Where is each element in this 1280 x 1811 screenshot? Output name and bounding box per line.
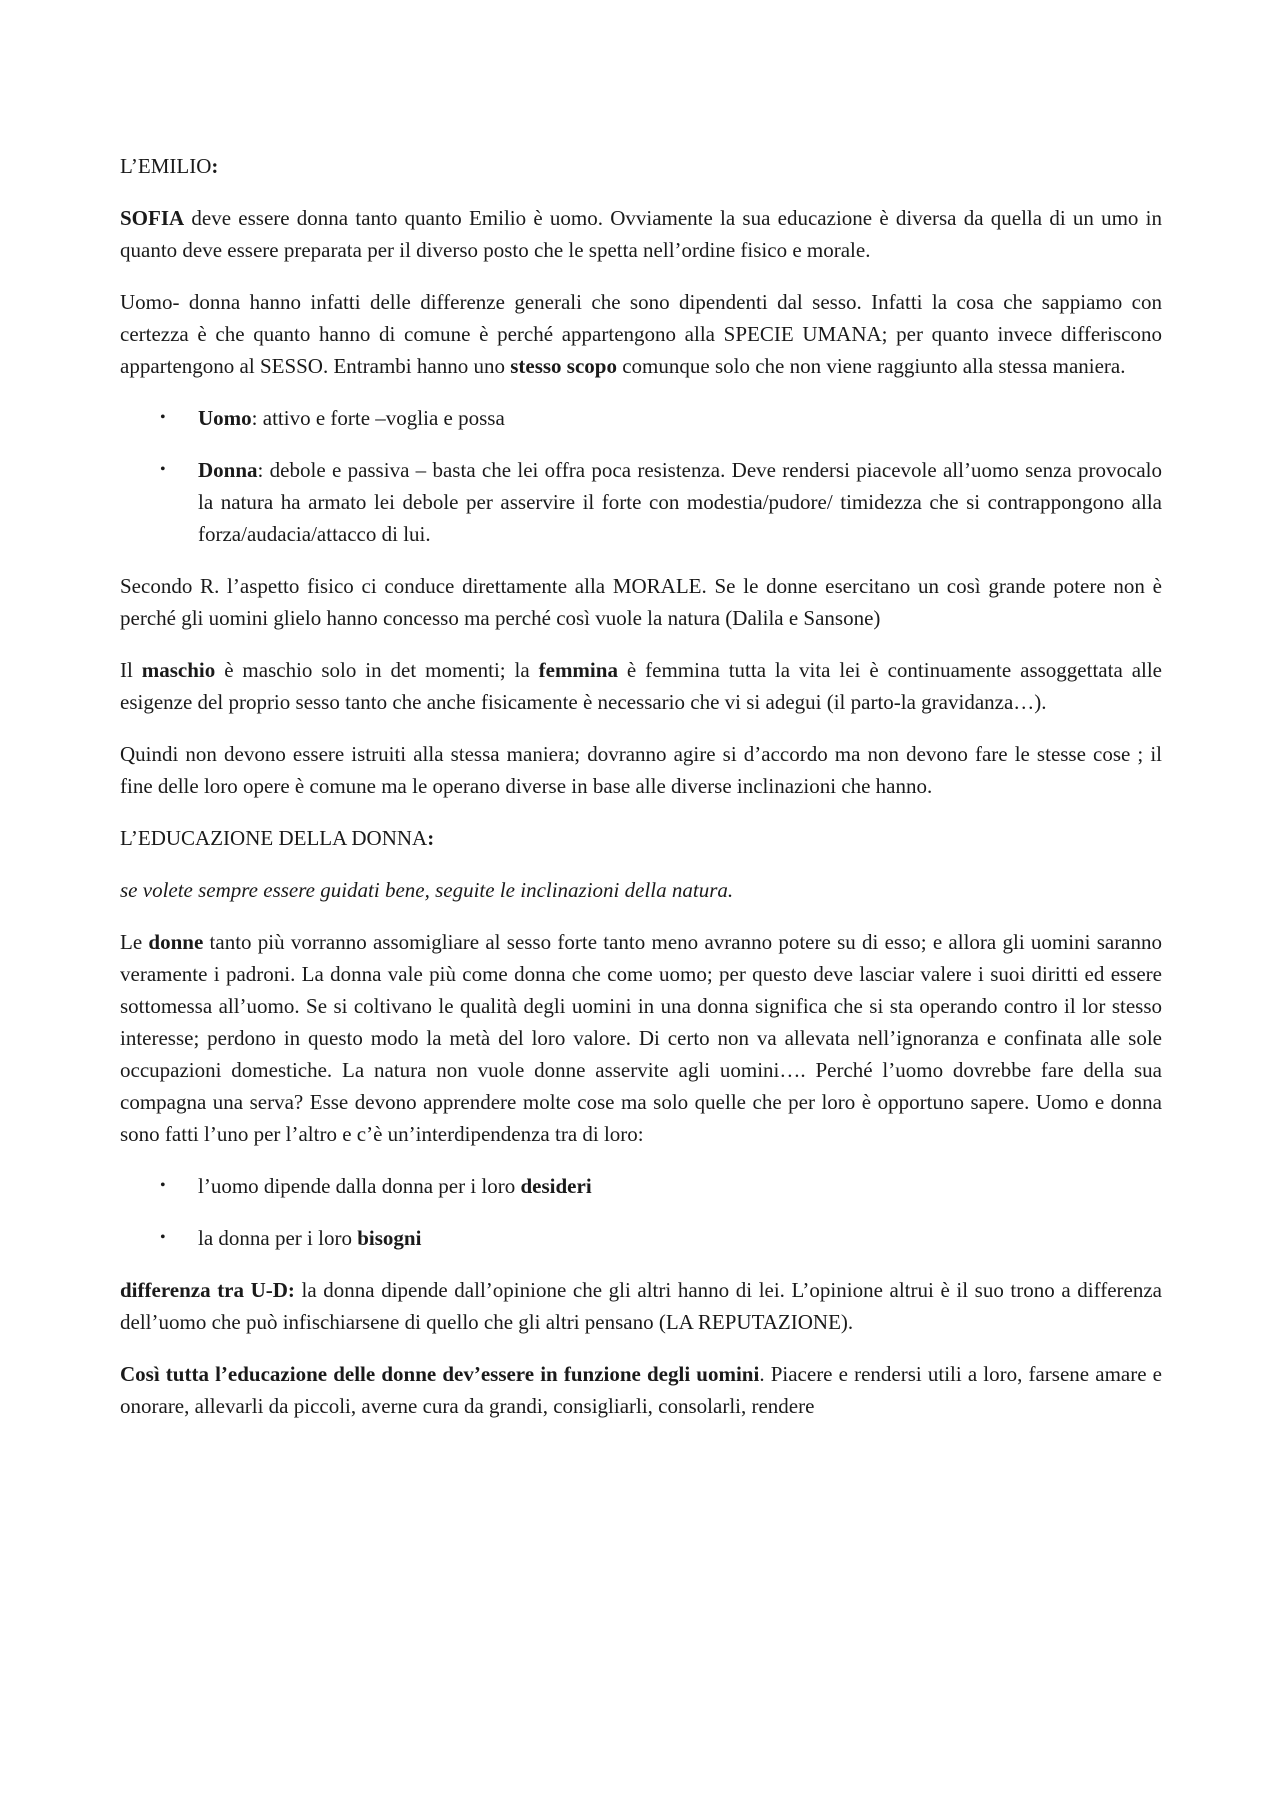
list-uomo-donna <box>120 402 1162 550</box>
heading-educazione-text: L’EDUCAZIONE DELLA DONNA <box>120 826 428 850</box>
bold-desideri: desideri <box>520 1174 592 1198</box>
paragraph-le-donne <box>120 926 1162 1150</box>
list-item-desideri <box>120 1170 1162 1202</box>
list-item-uomo <box>120 402 1162 434</box>
bullet-icon: • <box>160 1177 166 1194</box>
paragraph-cosi <box>120 1358 1162 1422</box>
bold-femmina: femmina <box>538 658 618 682</box>
heading-emilio <box>120 150 1162 182</box>
heading-emilio-text: L’EMILIO <box>120 154 212 178</box>
paragraph-maschio-text-3: è femmina tutta la vita lei è continuamente assoggettata alle esigenze del proprio sesso tanto che anche fisicamente è necessario che vi si adegui (il parto-la gravidanza…). <box>120 658 1163 714</box>
bold-sofia: SOFIA <box>120 206 185 230</box>
paragraph-uomo-donna-text-1: Uomo- donna hanno infatti delle differenze generali che sono dipendenti dal sesso. Infatti la cosa che sappiamo con certezza è che quanto hanno di comune è perché appartengono alla SPECIE UMANA; per quanto invece differiscono appartengono al SESSO. Entrambi hanno uno <box>120 290 1162 378</box>
paragraph-le-donne-text-2: tanto più vorranno assomigliare al sesso forte tanto meno avranno potere su di esso; e allora gli uomini saranno veramente i padroni. La donna vale più come donna che come uomo; per questo deve lasciar valere i suoi diritti ed essere sottomessa all’uomo. Se si coltivano le qualità degli uomini in una donna significa che si sta operando contro il lor stesso interesse; perdono in questo modo la metà del loro valore. Di certo non va allevata nell’ignoranza e confinata alle sole occupazioni domestiche. La natura non vuole donne asservite agli uomini…. Perché l’uomo dovrebbe fare della sua compagna una serva? Esse devono apprendere molte cose ma solo quelle che per loro è opportuno sapere. Uomo e donna sono fatti l’uno per l’altro e c’è un’interdipendenza tra di loro: <box>120 930 1163 1146</box>
list-item-uomo-text: : attivo e forte –voglia e possa <box>251 406 505 430</box>
bold-maschio: maschio <box>141 658 216 682</box>
paragraph-secondo-r: Secondo R. l’aspetto fisico ci conduce direttamente alla MORALE. Se le donne esercitano un così grande potere non è perché gli uomini glielo hanno concesso ma perché così vuole la natura (Dalila e Sansone) <box>120 574 1162 630</box>
list-item-donna <box>120 454 1162 550</box>
heading-emilio-colon: : <box>211 154 219 178</box>
quote-natura: se volete sempre essere guidati bene, seguite le inclinazioni della natura. <box>120 878 734 902</box>
list-item-bisogni-text: la donna per i loro <box>198 1226 358 1250</box>
list-item-bisogni <box>120 1222 1162 1254</box>
paragraph-sofia-text: deve essere donna tanto quanto Emilio è uomo. Ovviamente la sua educazione è diversa da quella di un umo in quanto deve essere preparata per il diverso posto che le spetta nell’ordine fisico e morale. <box>120 206 1162 262</box>
list-dipendenza <box>120 1170 1162 1254</box>
bold-stesso-scopo: stesso scopo <box>510 354 617 378</box>
bold-cosi: Così tutta l’educazione delle donne dev’essere in funzione degli uomini <box>120 1362 760 1386</box>
heading-educazione-colon: : <box>427 826 435 850</box>
bullet-icon: • <box>160 1229 166 1246</box>
paragraph-cosi-text: . Piacere e rendersi utili a loro, farsene amare e onorare, allevarli da piccoli, averne cura da grandi, consigliarli, consolarli, rendere <box>120 1362 1162 1418</box>
paragraph-sofia <box>120 202 1162 266</box>
paragraph-uomo-donna-text-2: comunque solo che non viene raggiunto alla stessa maniera. <box>616 354 1126 378</box>
paragraph-le-donne-text-1: Le <box>120 930 149 954</box>
paragraph-maschio-text-1: Il <box>120 658 142 682</box>
paragraph-differenza-text: la donna dipende dall’opinione che gli altri hanno di lei. L’opinione altrui è il suo trono a differenza dell’uomo che può infischiarsene di quello che gli altri pensano (LA REPUTAZIONE). <box>120 1278 1162 1334</box>
heading-educazione <box>120 822 1162 854</box>
bullet-icon: • <box>160 461 166 478</box>
paragraph-differenza <box>120 1274 1162 1338</box>
list-item-uomo-bold: Uomo <box>198 406 252 430</box>
list-item-donna-text: : debole e passiva – basta che lei offra poca resistenza. Deve rendersi piacevole all’uomo senza provocalo la natura ha armato lei debole per asservire il forte con modestia/pudore/ timidezza che si contrappongono alla forza/audacia/attacco di lui. <box>198 458 1162 546</box>
bold-bisogni: bisogni <box>357 1226 422 1250</box>
paragraph-maschio-text-2: è maschio solo in det momenti; la <box>215 658 539 682</box>
bold-donne: donne <box>148 930 204 954</box>
bullet-icon: • <box>160 409 166 426</box>
list-item-donna-bold: Donna <box>198 458 258 482</box>
paragraph-uomo-donna <box>120 286 1162 382</box>
list-item-desideri-text: l’uomo dipende dalla donna per i loro <box>198 1174 521 1198</box>
paragraph-quindi: Quindi non devono essere istruiti alla stessa maniera; dovranno agire si d’accordo ma non devono fare le stesse cose ; il fine delle loro opere è comune ma le operano diverse in base alle diverse inclinazioni che hanno. <box>120 742 1162 798</box>
paragraph-maschio <box>120 654 1162 718</box>
bold-differenza: differenza tra U-D: <box>120 1278 295 1302</box>
